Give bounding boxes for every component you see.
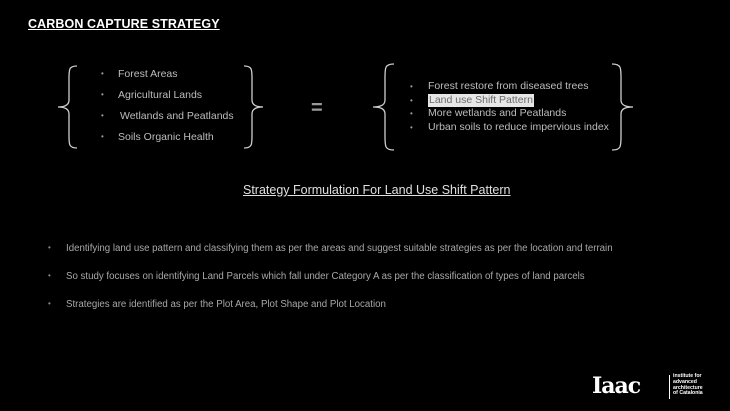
bullet-dot: • xyxy=(48,299,51,308)
bullet-dot: • xyxy=(48,243,51,252)
bullet-dot: • xyxy=(410,95,413,105)
highlighted-text: Land use Shift Pattern xyxy=(429,93,533,106)
right-group-open-brace xyxy=(370,62,398,152)
section-subtitle: Strategy Formulation For Land Use Shift Pattern xyxy=(243,183,511,197)
logo-text: institute for advanced architecture of Catalonia xyxy=(673,373,703,397)
logo-mark: Iaac xyxy=(592,373,641,399)
bullet-dot: • xyxy=(410,82,413,91)
bullet-dot: • xyxy=(48,271,51,280)
bullet-dot: • xyxy=(410,109,413,118)
bullet-dot: • xyxy=(101,132,104,141)
slide-title: CARBON CAPTURE STRATEGY xyxy=(28,17,220,31)
slide: CARBON CAPTURE STRATEGY • Forest Areas • Agricultural Lands • Wetlands and Peatlands • Soils Organic Health = • Forest restore from diseased trees • Land use Shift Pattern • More wetlands and Peatlands • Urban soils to reduce impervious index Strategy Formulation For Land Use Shift Pattern • Identifying land use pattern and classifying them as per the areas and suggest suitable strategies as per the location and terrain • So study focuses on identifying Land Parcels which fall under Category A as per the classification of types of land parcels • Strategies are identified as per the Plot Area, Plot Shape and Plot Location Iaac institute for advanced architecture of Catalonia xyxy=(0,0,730,411)
bullet-dot: • xyxy=(101,111,104,120)
left-group-open-brace xyxy=(55,64,81,150)
right-group-close-brace xyxy=(608,62,636,152)
bullet-dot: • xyxy=(101,69,104,78)
iaac-logo xyxy=(592,373,712,403)
logo-divider xyxy=(669,375,670,399)
bullet-dot: • xyxy=(101,90,104,99)
left-group-close-brace xyxy=(240,64,266,150)
bullet-dot: • xyxy=(410,122,413,132)
equals-sign: = xyxy=(311,97,323,119)
